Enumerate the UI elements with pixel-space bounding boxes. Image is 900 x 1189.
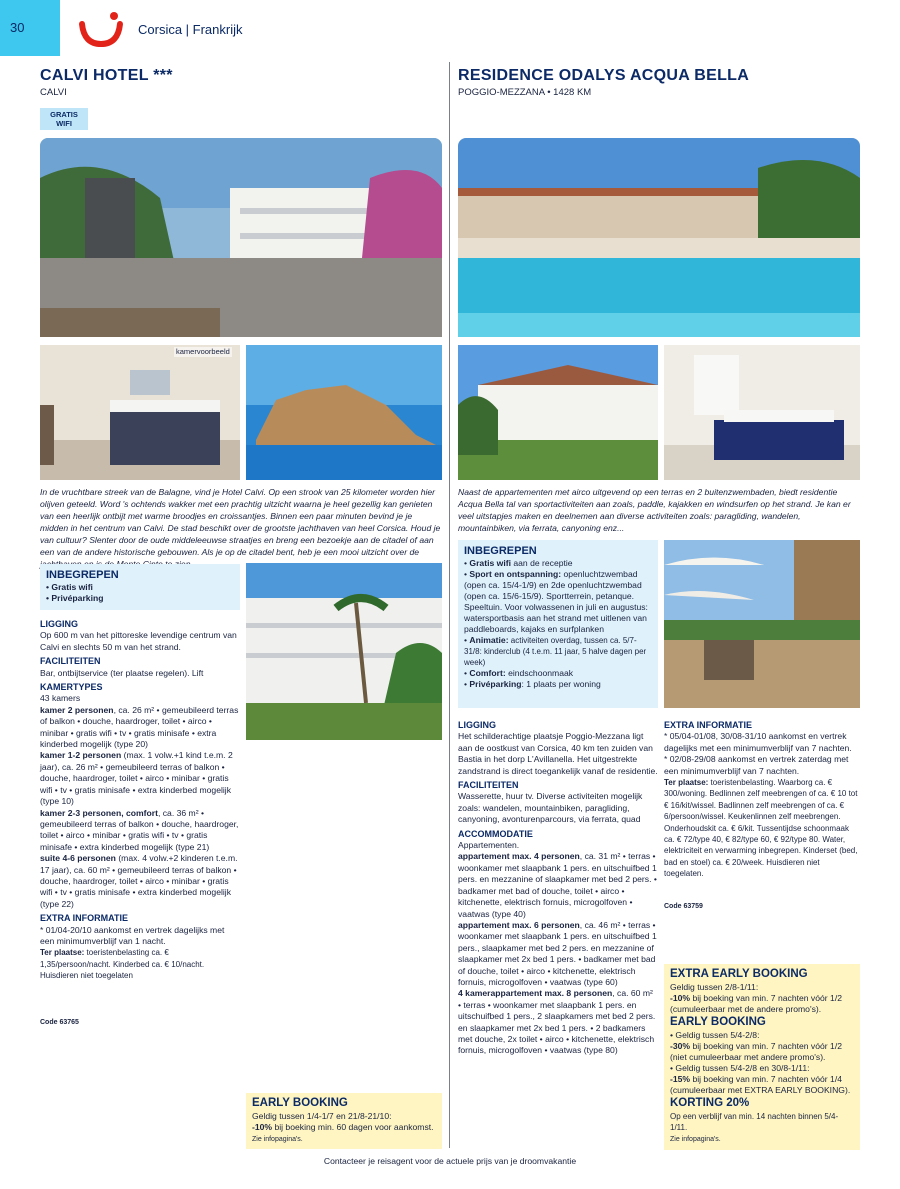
room-type-text: (max. 4 volw.+2 kinderen t.e.m. 17 jaar), ca. 60 m² • gemeubileerd terras of balkon • douche, haardroger, toilet • airco • minibar • gratis wifi • tv • gratis minisafe • extra kinderbed mogelijk (type 22) xyxy=(40,853,238,909)
right-included-item-text: aan de receptie xyxy=(510,558,573,569)
right-korting-text: Op een verblijf van min. 14 nachten binnen 5/4-1/11. xyxy=(670,1111,839,1132)
left-kamertypes-title: KAMERTYPES xyxy=(40,682,103,693)
right-included-item-label: Privéparking xyxy=(469,679,522,690)
calvi-hotel-garden-photo xyxy=(246,563,442,740)
right-included-item-text: activiteiten overdag, tussen ca. 5/7-31/8: kinderclub (4 t.e.m. 11 jaar, 5 halve dagen per week) xyxy=(464,636,647,668)
right-faciliteiten-title: FACILITEITEN xyxy=(458,780,519,791)
right-extra-text-1: * 05/04-01/08, 30/08-31/10 aankomst en vertrek dagelijks met een minimumverblijf van 7 nachten. xyxy=(664,731,852,753)
right-korting-title: KORTING 20% xyxy=(670,1096,750,1109)
right-included-item-label: Gratis wifi xyxy=(469,558,511,569)
page-number: 30 xyxy=(0,0,60,56)
right-extra-text-3: toeristenbelasting. Waarborg ca. € 300/woning. Bedlinnen zelf meebrengen of ca. € 10 tot € 16/kit/wissel. Badlinnen zelf meebrengen of ca. € 6/persoon/wissel. Keukenlinnen zelf meebrengen. Onderhoudskit ca. € 6/kit. Tussentijdse schoonmaak ca. € 72/type 40, € 82/type 60, € 92/type 80. Water, elektriciteit en verwarming inbegrepen. Kinderset (bed, bad en stoel) ca. € 20/week. Huisdieren niet toegelaten. xyxy=(664,778,858,879)
right-korting-note: Zie infopagina's. xyxy=(670,1135,721,1143)
right-xeb-line2: bij boeking van min. 7 nachten vóór 1/2 (cumuleerbaar met de andere promo's). xyxy=(670,992,842,1014)
right-xeb-line1: Geldig tussen 2/8-1/11: xyxy=(670,981,759,992)
room-type-name: kamer 1-2 personen xyxy=(40,750,122,761)
right-ligging-text: Het schilderachtige plaatsje Poggio-Mezzana ligt aan de oostkust van Corsica, 40 km ten zuiden van Bastia in het dorp L'Avillanella. Het uitgestrekte zandstrand is direct toegankelijk vanaf de residentie. xyxy=(458,731,658,776)
left-hotel-title: CALVI HOTEL *** xyxy=(40,67,173,84)
right-included-item-label: Comfort: xyxy=(469,668,506,679)
left-extra-text-2: toeristenbelasting ca. € 1,35/persoon/nacht. Kinderbed ca. € 10/nacht. Huisdieren niet toegelaten xyxy=(40,948,205,981)
right-eb-line4: bij boeking van min. 7 nachten vóór 1/4 (cumuleerbaar met EXTRA EARLY BOOKING). xyxy=(670,1073,851,1095)
right-code: Code 63759 xyxy=(664,903,703,910)
left-code: Code 63765 xyxy=(40,1019,79,1026)
left-included-title: INBEGREPEN xyxy=(46,569,119,581)
right-extra-info xyxy=(664,717,860,880)
right-included-item: • Gratis wifi aan de receptie xyxy=(464,558,573,569)
left-early-line2-wrap xyxy=(252,1122,436,1133)
left-early-booking-box xyxy=(246,1093,442,1149)
right-included-item-text: : 1 plaats per woning xyxy=(521,679,601,690)
room-type-text: , ca. 26 m² • gemeubileerd terras of balkon • douche, haardroger, toilet • airco • minibar • gratis wifi • tv • gratis minisafe • extra kinderbed mogelijk (type 20) xyxy=(40,704,239,750)
photo-caption: kamervoorbeeld xyxy=(176,347,230,356)
right-included-item-text: openluchtzwembad (open ca. 15/4-1/9) en 2de openluchtzwembad (open ca. 15/6-15/9). Sportterrein, petanque. Speeltuin. Voor volwassenen in juli en augustus: watersportbasis aan het strand met uitlenen van paddleboards, kajaks en surfplanken xyxy=(464,569,648,635)
right-eb-line4-wrap xyxy=(670,1074,854,1096)
room-type xyxy=(40,705,240,751)
left-early-line1: Geldig tussen 1/4-1/7 en 21/8-21/10: xyxy=(252,1110,392,1121)
right-details xyxy=(458,717,658,1057)
right-eb-line3: • Geldig tussen 5/4-2/8 en 30/8-1/11: xyxy=(670,1062,810,1073)
apartment-type-name: appartement max. 6 personen xyxy=(458,919,580,930)
left-details xyxy=(40,616,240,982)
right-eb-line1: • Geldig tussen 5/4-2/8: xyxy=(670,1029,760,1040)
left-included-item: • Gratis wifi xyxy=(46,582,93,593)
right-intro: Naast de appartementen met airco uitgevend op een terras en 2 buitenzwembaden, biedt residentie Acqua Bella tal van sportactiviteiten aan zoals, paddle, kajakken en windsurfen op het strand. Je kan er veel uitstapjes maken en deelnemen aan diverse activiteiten zoals: paragliding, wandelen, mountainbiken, via ferrata, canyoning enz... xyxy=(458,487,851,533)
right-extra-label: Ter plaatse: xyxy=(664,778,709,788)
room-type xyxy=(40,853,240,910)
apartment-type-text: , ca. 60 m² • terras • woonkamer met slaapbank 1 pers. en uitschuifbed 1 pers., 2 slaapkamers met bed 2 pers. en slaapkamer met 2x bed 1 pers. • 2 badkamers met douche, 2x toilet • airco • kitchenette, elektrisch fornuis, microgolfoven • vaatwas (type 80) xyxy=(458,988,656,1056)
right-accommodatie-intro: Appartementen. xyxy=(458,840,520,851)
right-xeb-title: EXTRA EARLY BOOKING xyxy=(670,968,808,980)
room-type-name: suite 4-6 personen xyxy=(40,853,116,864)
left-early-pct: -10% xyxy=(252,1121,273,1132)
right-included-item-label: Sport en ontspanning: xyxy=(469,569,562,580)
right-extra-text-2: * 02/08-29/08 aankomst en vertrek zaterdag met een minimumverblijf van 7 nachten. xyxy=(664,754,849,776)
tui-logo-icon xyxy=(78,10,124,50)
room-type-name: kamer 2-3 personen, comfort xyxy=(40,807,158,818)
wifi-badge xyxy=(40,108,88,130)
right-hotel-location: POGGIO-MEZZANA • 1428 KM xyxy=(458,87,592,98)
right-extra-title: EXTRA INFORMATIE xyxy=(664,720,752,730)
right-ligging-title: LIGGING xyxy=(458,720,496,730)
apartment-type xyxy=(458,920,658,988)
left-early-title: EARLY BOOKING xyxy=(252,1097,348,1109)
breadcrumb: Corsica | Frankrijk xyxy=(138,22,243,37)
wifi-badge-label: GRATIS WIFI xyxy=(50,110,78,128)
footer-text: Contacteer je reisagent voor de actuele prijs van je droomvakantie xyxy=(323,1156,577,1166)
right-eb-pct1: -30% xyxy=(670,1040,691,1051)
room-type-text: , ca. 36 m² • gemeubileerd terras of balkon • douche, haardroger, toilet • airco • minibar • gratis wifi • tv • gratis minisafe • extra kinderbed mogelijk (type 21) xyxy=(40,807,239,852)
right-included-item: • Animatie: activiteiten overdag, tussen ca. 5/7-31/8: kinderclub (4 t.e.m. 11 jaar, 5 halve dagen per week) xyxy=(464,635,647,668)
right-accommodatie-title: ACCOMMODATIE xyxy=(458,828,533,839)
apartment-type xyxy=(458,851,658,919)
acqua-bella-bedroom-photo xyxy=(664,345,860,480)
right-hotel-title: RESIDENCE ODALYS ACQUA BELLA xyxy=(458,67,750,84)
room-type xyxy=(40,808,240,854)
room-type-name: kamer 2 personen xyxy=(40,704,114,715)
right-eb-line2: bij boeking van min. 7 nachten vóór 1/2 (niet cumuleerbaar met andere promo's). xyxy=(670,1040,842,1062)
acqua-bella-pool-photo xyxy=(458,138,860,337)
right-included-item: • Comfort: eindschoonmaak xyxy=(464,668,574,679)
calvi-hotel-room-photo xyxy=(40,345,240,480)
room-type-text: (max. 1 volw.+1 kind t.e.m. 2 jaar), ca. 26 m² • gemeubileerd terras of balkon • douche, haardroger, toilet • airco • minibar • gratis wifi • tv • gratis minisafe • extra kinderbed mogelijk (type 10) xyxy=(40,750,233,807)
right-included-title: INBEGREPEN xyxy=(464,545,537,557)
left-extra-title: EXTRA INFORMATIE xyxy=(40,913,128,924)
left-hotel-location: CALVI xyxy=(40,87,67,98)
acqua-bella-houses-photo xyxy=(458,345,658,480)
left-intro: In de vruchtbare streek van de Balagne, vind je Hotel Calvi. Op een strook van 25 kilometer worden hier olijven geteeld. Word 's ochtends wakker met een prachtig uitzicht waarna je heel gezellig kan genieten van een heerlijk ontbijt met warme broodjes en croissantjes. Binnen een paar minuten bevind je je midden in het centrum van Calvi. De stad beschikt over de grootste jachthaven van heel Corsica. Houd je van cultuur? Slenter door de oude middeleeuwse straatjes en breng een bezoekje aan de citadel of aan een van de andere historische gebouwen. Als je op de citadel bent, heb je een mooi uitzicht over de xyxy=(40,487,441,557)
right-xeb-pct: -10% xyxy=(670,992,691,1003)
left-ligging-text: Op 600 m van het pittoreske levendige centrum van Calvi en slechts 50 m van het strand. xyxy=(40,630,237,652)
right-faciliteiten-text: Wasserette, huur tv. Diverse activiteiten mogelijk zoals: wandelen, mountainbiken, paragliding, canyoning, avonturenparcours, via ferrata, quad xyxy=(458,791,643,825)
apartment-type-text: , ca. 31 m² • terras • woonkamer met slaapbank 1 pers. en uitschuifbed 1 pers. en mezzanine of slaapkamer met bed 2 pers. • badkamer met bad of douche, toilet • airco • kitchenette, elektrisch fornuis, microgolfoven • vaatwas (type 40) xyxy=(458,851,657,919)
right-eb-line2-wrap xyxy=(670,1041,854,1063)
left-early-line2: bij boeking min. 60 dagen voor aankomst. xyxy=(272,1121,434,1132)
left-early-note: Zie infopagina's. xyxy=(252,1135,303,1143)
right-eb-pct2: -15% xyxy=(670,1073,691,1084)
right-included-item-label: Animatie: xyxy=(469,635,509,646)
right-extra-text-3-wrap xyxy=(664,777,860,880)
calvi-citadel-photo xyxy=(246,345,442,480)
left-faciliteiten-text: Bar, ontbijtservice (ter plaatse regelen). Lift xyxy=(40,667,204,678)
left-faciliteiten-title: FACILITEITEN xyxy=(40,656,101,667)
column-divider xyxy=(449,62,450,1148)
left-extra-label: Ter plaatse: xyxy=(40,948,85,958)
right-xeb-line2-wrap xyxy=(670,993,854,1015)
apartment-type-name: 4 kamerappartement max. 8 personen xyxy=(458,988,613,999)
apartment-type xyxy=(458,988,658,1056)
right-booking-box xyxy=(664,964,860,1150)
room-type xyxy=(40,750,240,807)
calvi-hotel-exterior-photo xyxy=(40,138,442,337)
left-kamertypes-count: 43 kamers xyxy=(40,693,81,704)
right-eb-title: EARLY BOOKING xyxy=(670,1015,766,1028)
left-extra-text-2-wrap xyxy=(40,947,240,981)
left-included-item: • Privéparking xyxy=(46,593,104,604)
left-extra-text-1: * 01/04-20/10 aankomst en vertrek dagelijks met een minimumverblijf van 1 nacht. xyxy=(40,924,225,946)
left-included-box xyxy=(40,564,240,610)
acqua-bella-terrace-photo xyxy=(664,540,860,708)
right-included-item: • Sport en ontspanning: openluchtzwembad (open ca. 15/4-1/9) en 2de openluchtzwembad (open ca. 15/6-15/9). Sportterrein, petanque. Speeltuin. Voor volwassenen in juli en augustus: watersportbasis aan het strand met uitlenen van paddleboards, kajaks en surfplanken xyxy=(464,569,648,635)
apartment-type-text: , ca. 46 m² • terras • woonkamer met slaapbank 1 pers. en uitschuifbed 1 pers., slaapkamer met bed 2 pers. en mezzanine of slaapkamer met 2x bed 1 pers. • badkamer met bad of douche, toilet • airco • kitchenette, elektrisch fornuis, microgolfoven • vaatwas (type 60) xyxy=(458,919,657,987)
right-included-item: • Privéparking: 1 plaats per woning xyxy=(464,679,601,690)
left-ligging-title: LIGGING xyxy=(40,619,78,629)
right-included-box xyxy=(458,540,658,708)
apartment-type-name: appartement max. 4 personen xyxy=(458,851,580,862)
right-included-item-text: eindschoonmaak xyxy=(505,668,574,679)
